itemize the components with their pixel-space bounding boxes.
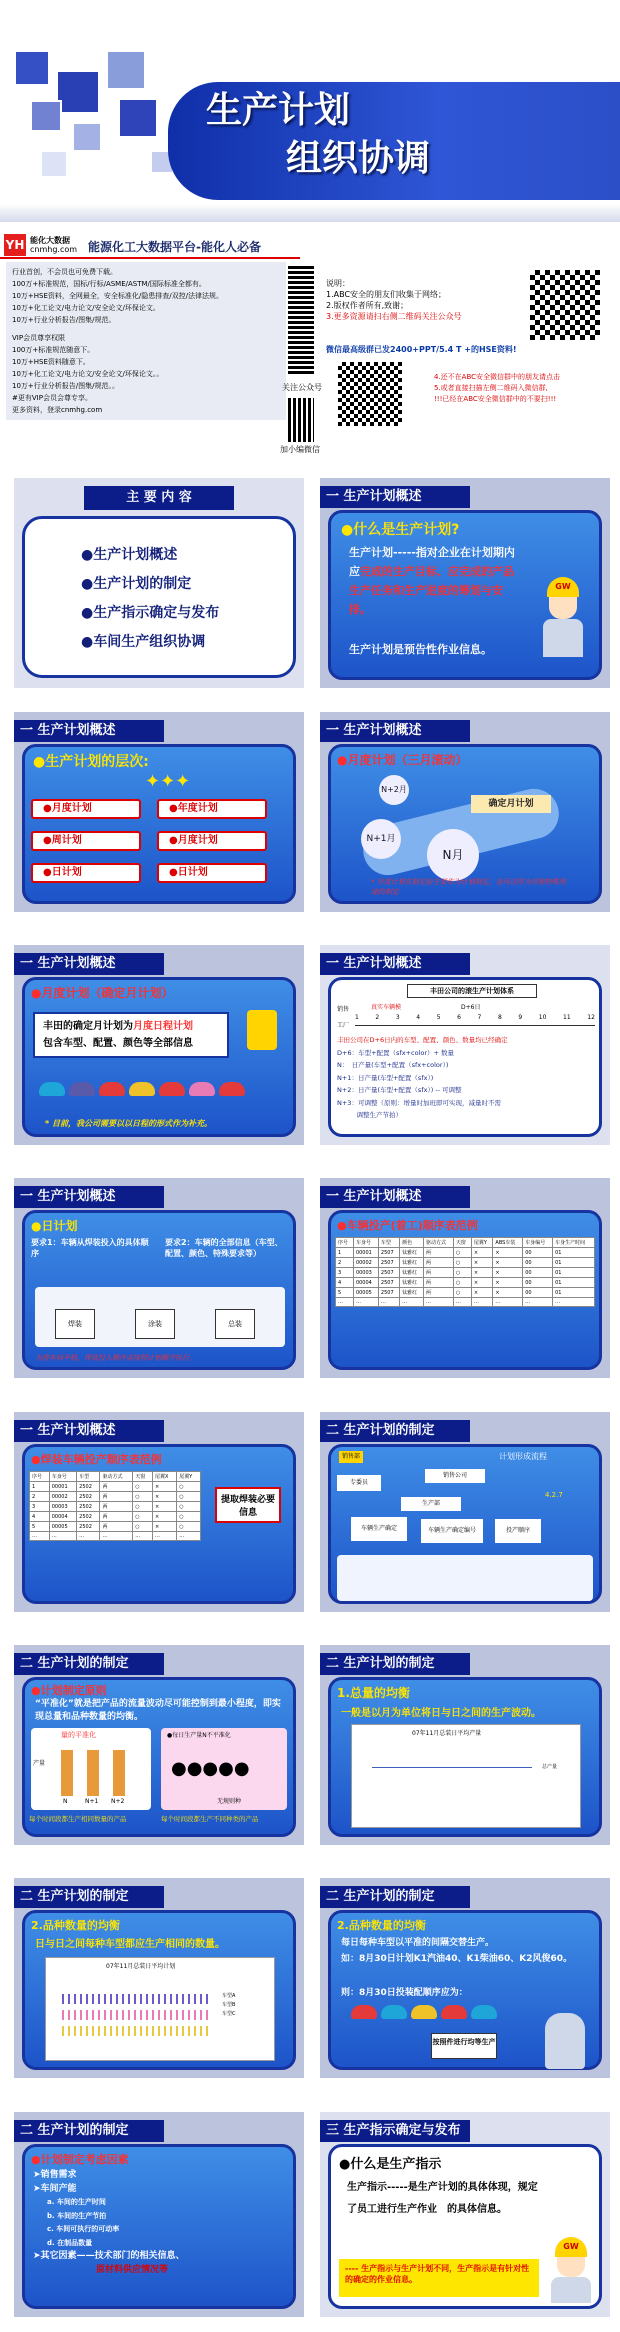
- day-tick: 3: [395, 1014, 400, 1021]
- stage-box: 涂装: [135, 1309, 175, 1339]
- helmet-badge: GW: [555, 2237, 587, 2257]
- slide-subtitle: ●生产计划的层次:: [33, 754, 149, 770]
- table-row: 2 00002 2507 钛雅红 两 ○ × × 00 01: [336, 1258, 595, 1268]
- slide-subtitle: ●车辆投产(着工)顺序表范例: [337, 1219, 478, 1232]
- flow-box: 投产顺序: [495, 1519, 541, 1543]
- slide-header: 一 生产计划概述: [14, 953, 164, 975]
- title-line1: 生产计划: [206, 90, 351, 131]
- callout-box: 提取焊装必要信息: [215, 1487, 281, 1523]
- confirm-line2: 包含车型、配置、颜色等全部信息: [43, 1038, 193, 1049]
- ad-line: 10万+化工论文/电力论文/安全论文/环保论文。。: [12, 370, 164, 378]
- chart-legend: [222, 1992, 236, 2019]
- warn-line: 5.或者直接扫描左侧二维码入微信群,: [434, 384, 548, 392]
- day-tick: 5: [436, 1014, 441, 1021]
- car-icon: [411, 2005, 437, 2019]
- table-header: 驱动方式: [100, 1472, 133, 1482]
- deco-square: [40, 150, 68, 178]
- deco-square: [14, 50, 50, 86]
- day-tick: 9: [518, 1014, 523, 1021]
- slide-plan-levels: [14, 712, 304, 912]
- sequence-text: 如：8月30日计划K1汽油40、K1柴油60、K2风俊60。: [341, 1954, 573, 1964]
- factor-list: [33, 2169, 185, 2277]
- table-header: 天窗: [133, 1472, 153, 1482]
- title-slide: [0, 0, 620, 222]
- deco-square: [56, 70, 100, 114]
- plan-level-item: ●日计划: [31, 863, 141, 883]
- table-header: 尾翼Y: [177, 1472, 201, 1482]
- slide-production-instruction: [320, 2112, 610, 2317]
- ad-line: 行业首创，不会员也可免费下载。: [12, 268, 117, 276]
- def-note: 生产计划是预告性作业信息。: [349, 643, 492, 656]
- day-tick: 11: [563, 1014, 571, 1021]
- slide-body: [328, 2144, 602, 2309]
- panel-tick: N+1: [85, 1798, 99, 1805]
- table-header: 天窗: [453, 1238, 471, 1248]
- car-icon: [219, 1082, 245, 1096]
- car-icon: [471, 2005, 497, 2019]
- table-header: 序号: [30, 1472, 50, 1482]
- system-line: 丰田公司在D+6日内的车型、配置、颜色、数量均已经确定: [337, 1036, 508, 1044]
- panel-tick: N+2: [111, 1798, 125, 1805]
- day-scale: [355, 1014, 595, 1026]
- factor-item: d. 在制品数量: [47, 2238, 93, 2247]
- variety-panel: [161, 1728, 287, 1810]
- slide-header: 二 生产计划的制定: [320, 1653, 470, 1675]
- slide-header: 二 生产计划的制定: [14, 1886, 164, 1908]
- plan-level-item: ●周计划: [31, 831, 141, 851]
- system-title: 丰田公司的滚生产计划体系: [407, 984, 537, 998]
- ad-line: 10万+行业分析报告/图集/规范。。: [12, 382, 119, 390]
- series-bars: [62, 2010, 212, 2020]
- slide-toyota-system: [320, 945, 610, 1145]
- tire-icon: ●●●●●: [171, 1758, 250, 1779]
- slide-subtitle: 2.品种数量的均衡: [31, 1919, 120, 1932]
- system-line: 调整生产节拍）: [337, 1111, 402, 1119]
- system-line: D+6：车型+配置（sfx+color）+ 数量: [337, 1048, 455, 1057]
- car-icon: [351, 2005, 377, 2019]
- table-row: 1 00001 2502 两 ○ × ○: [30, 1482, 201, 1492]
- series-bars: [62, 1994, 212, 2004]
- panel-title: 量的平准化: [61, 1731, 96, 1739]
- slide-note: * 月度计划在制定前主要作为计划制定，也可以作为其他特殊用途的制定: [371, 878, 566, 896]
- slide-header: 一 生产计划概述: [14, 1186, 164, 1208]
- contents-list: [81, 541, 219, 657]
- panel-axis: 产量: [33, 1760, 46, 1767]
- process-diagram: [35, 1287, 285, 1347]
- factor-item: 原材料供应情况等: [33, 2264, 169, 2275]
- table-row: … … … … … … …: [30, 1532, 201, 1541]
- panel-caption: 每个时间段都生产相同数量的产品: [29, 1815, 127, 1823]
- panel-title: ●每日生产量N不平准化: [167, 1732, 231, 1739]
- follow-text: 关注公众号: [282, 383, 322, 392]
- slide-subtitle: ●焊装车辆投产顺序表范例: [31, 1453, 162, 1466]
- ad-line: 更多资料，登录cnmhg.com: [12, 406, 103, 414]
- contents-title: 主 要 内 容: [84, 486, 234, 510]
- day-tick: 1: [355, 1014, 359, 1021]
- table-header: 车身生产时间: [553, 1238, 595, 1248]
- slide-body: [22, 1444, 296, 1604]
- slide-subtitle: ●什么是生产计划?: [341, 522, 460, 538]
- slide-body: [328, 1677, 602, 1837]
- day-tick: 10: [538, 1014, 547, 1021]
- wechat-note: 微信最高级群已发2400+PPT/5.4 T +的HSE资料!: [326, 345, 517, 354]
- table-header: 车身号: [49, 1472, 76, 1482]
- table-header: 尾翼X: [153, 1472, 177, 1482]
- slide-monthly-confirm: [14, 945, 304, 1145]
- sequence-text: 则：8月30日投装配顺序应为：: [341, 1988, 468, 1998]
- series-line: [372, 1767, 532, 1768]
- slide-header: 一 生产计划概述: [14, 1420, 164, 1442]
- warn-line: 4.还不在ABC安全微信群中的朋友请点击: [434, 373, 561, 381]
- contents-box: [22, 516, 296, 678]
- stage-box: 总装: [215, 1309, 255, 1339]
- day-tick: 4: [416, 1014, 421, 1021]
- car-icon: [39, 1082, 65, 1096]
- divider: [0, 257, 300, 259]
- table-header: 颜色: [400, 1238, 424, 1248]
- qr-code-icon: [530, 270, 600, 340]
- slide-subtitle: ●计划制定考虑因素: [31, 2153, 129, 2166]
- ad-line: VIP会员尊享权限: [12, 334, 66, 342]
- forklift-icon: [247, 1010, 277, 1050]
- slide-header: 一 生产计划概述: [320, 720, 470, 742]
- day-tick: 7: [477, 1014, 482, 1021]
- slide-body: [328, 977, 602, 1137]
- factor-item: b. 车间的生产节拍: [47, 2211, 107, 2220]
- slide-variety-balance: [14, 1878, 304, 2078]
- table-row: 4 00004 2502 两 ○ × ○: [30, 1512, 201, 1522]
- series-bars: [62, 2026, 212, 2036]
- def-line1: 生产计划-----指对企业在计划期内应: [349, 546, 515, 578]
- balance-text: 一般是以月为单位将日与日之间的生产波动。: [341, 1708, 541, 1719]
- quantity-panel: [31, 1728, 151, 1810]
- flow-box: 车辆生产确定编号: [421, 1519, 483, 1543]
- slide-body: [22, 1210, 296, 1370]
- slide-monthly-rolling: [320, 712, 610, 912]
- qr-code-icon: [288, 398, 314, 442]
- system-line: N+3：可调整（原则：增量时加班即可实现，减量时不需: [337, 1098, 501, 1107]
- car-icon: [99, 1082, 125, 1096]
- slide-body: [328, 744, 602, 904]
- table-header: 车型: [378, 1238, 399, 1248]
- deco-square: [118, 98, 158, 138]
- d8-label: D+6日: [461, 1004, 481, 1011]
- car-icon: [69, 1082, 95, 1096]
- month-circle: N月: [427, 829, 479, 881]
- table-row: 2 00002 2502 两 ○ × ○: [30, 1492, 201, 1502]
- balance-text: 日与日之间每种车型都应生产相同的数量。: [35, 1939, 225, 1950]
- factor-item: ➤车间产能: [33, 2183, 77, 2194]
- equal-production-box: 按照件进行均等生产: [431, 2033, 497, 2059]
- worker-icon: [545, 2237, 595, 2303]
- ad-right-line: 3.更多资源请扫右侧二维码关注公众号: [326, 312, 462, 321]
- qr-code-icon: [288, 264, 314, 374]
- worker-icon: [537, 577, 587, 657]
- sequence-table: [335, 1237, 595, 1307]
- slide-subtitle: 2.品种数量的均衡: [337, 1919, 426, 1932]
- slide-header: 二 生产计划的制定: [320, 1886, 470, 1908]
- panel-caption: 每个时间段都生产不同种类的产品: [161, 1815, 259, 1823]
- flow-box: 销售部: [339, 1451, 363, 1463]
- slide-subtitle: ●月度计划（三月滚动）: [337, 753, 468, 767]
- system-line: N： 日产量(车型+配置（sfx+color）): [337, 1061, 449, 1069]
- slide-body: [22, 744, 296, 904]
- slide-subtitle: ●计划制定原则: [31, 1684, 107, 1697]
- instruction-note: ---- 生产指示与生产计划不同，生产指示是有针对性的确定的作业信息。: [339, 2259, 539, 2297]
- day-tick: 2: [375, 1014, 380, 1021]
- system-line: N+2：日产量(车型+配置（sfx）) -- 可调整: [337, 1086, 462, 1094]
- slide-contents: [14, 478, 304, 688]
- slide-header: 二 生产计划的制定: [14, 2120, 164, 2142]
- deco-square: [72, 122, 102, 152]
- month-circle: N+2月: [379, 775, 409, 805]
- day-tick: 12: [587, 1014, 595, 1021]
- slide-body: [22, 1677, 296, 1837]
- contents-item: ●生产指示确定与发布: [81, 605, 220, 621]
- line-chart: [351, 1724, 581, 1828]
- slide-subtitle: ●日计划: [31, 1219, 78, 1233]
- ad-line: 10万+HSE资料，全网最全，安全标准化/隐患排查/双控/法律法规。: [12, 292, 223, 300]
- title-footer: [0, 204, 620, 222]
- slide-body: [328, 510, 602, 680]
- slide-body: [328, 1444, 602, 1604]
- variety-chart: [45, 1957, 275, 2061]
- slide-sequence-table: [320, 1178, 610, 1378]
- actual-label: 真实车辆模: [371, 1004, 402, 1011]
- contents-item: ●车间生产组织协调: [81, 634, 206, 650]
- contents-item: ●生产计划概述: [81, 547, 178, 563]
- contents-item: ●生产计划的制定: [81, 576, 192, 592]
- factor-item: ➤销售需求: [33, 2170, 77, 2180]
- table-row: 3 00003 2507 钛雅红 两 ○ × × 00 01: [336, 1268, 595, 1278]
- table-header: 车身号: [353, 1238, 378, 1248]
- slide-header: 二 生产计划的制定: [320, 1420, 470, 1442]
- title-banner: [168, 82, 620, 200]
- car-icon: [381, 2005, 407, 2019]
- instruction-text: 生产指示-----是生产计划的具体体现，规定了员工进行生产作业 的具体信息。: [347, 2182, 538, 2215]
- chart-title: 07年11月总装日平均计划: [106, 1963, 176, 1970]
- deco-square: [30, 100, 62, 132]
- flow-box: 生产部: [401, 1497, 461, 1511]
- slide-header: 二 生产计划的制定: [14, 1653, 164, 1675]
- slide-plan-flow: [320, 1412, 610, 1612]
- principle-text: “平准化”就是把产品的流量波动尽可能控制到最小程度，即实现总量和品种数量的均衡。: [35, 1699, 281, 1722]
- plan-level-item: ●日计划: [157, 863, 267, 883]
- slide-body: [328, 1210, 602, 1370]
- slide-subtitle: ●什么是生产指示: [339, 2157, 442, 2172]
- slide-body: [22, 2144, 296, 2309]
- ad-line: 100万+标准规范随意下。: [12, 346, 95, 354]
- qr-code-icon: [338, 362, 402, 426]
- slide-daily-plan: [14, 1178, 304, 1378]
- ad-line: 10万+HSE资料随意下。: [12, 358, 90, 366]
- flow-box: 车辆生产确定: [351, 1517, 407, 1541]
- helmet-badge: GW: [547, 577, 579, 597]
- slide-header: 一 生产计划概述: [14, 720, 164, 742]
- slide-subtitle: ●月度计划（确定月计划）: [31, 986, 174, 1000]
- ad-line: 10万+行业分析报告/图集/规范。: [12, 316, 116, 324]
- slide-subtitle: 1.总量的均衡: [337, 1686, 410, 1700]
- table-header: ABS车装: [493, 1238, 523, 1248]
- ad-right-text: [326, 278, 462, 322]
- day-tick: 6: [457, 1014, 461, 1021]
- slide-body: [22, 977, 296, 1137]
- factor-item: a. 车间的生产时间: [47, 2198, 106, 2206]
- deco-square: [106, 50, 146, 90]
- def-text: [349, 543, 519, 619]
- chart-title: 07年11月总装日平均产量: [412, 1730, 482, 1737]
- slide-note: * 目前，我公司需要以以日程的形式作为补充。: [45, 1119, 212, 1128]
- confirm-line1: 丰田的确定月计划为: [43, 1021, 133, 1032]
- slide-weld-table: [14, 1412, 304, 1612]
- slide-plan-principle: [14, 1645, 304, 1845]
- factory-label: 工厂: [337, 1022, 350, 1029]
- ad-right-line: 2.版权作者所有,致谢；: [326, 301, 409, 310]
- legend-item: 车型A: [222, 1993, 236, 1999]
- chart-legend: 总产量: [542, 1764, 558, 1770]
- ad-line: 10万+化工论文/电力论文/安全论文/环保论文。: [12, 304, 160, 312]
- table-row: 1 00001 2507 钛雅红 两 ○ × × 00 01: [336, 1248, 595, 1258]
- factory-strip: [337, 1555, 593, 1601]
- bar: [61, 1750, 73, 1796]
- slide-header: 三 生产指示确定与发布: [320, 2120, 470, 2142]
- table-header: 车身编号: [523, 1238, 553, 1248]
- sales-label: 销售: [337, 1006, 350, 1013]
- logo-site: cnmhg.com: [30, 245, 78, 254]
- warn-line: !!!已经在ABC安全微信群中的不要扫!!!: [434, 395, 557, 403]
- slide-variety-sequence: [320, 1878, 610, 2078]
- logo-text: 能化大数据: [30, 236, 70, 245]
- bar: [113, 1750, 125, 1796]
- slide-total-balance: [320, 1645, 610, 1845]
- platform-title: 能源化工大数据平台-能化人必备: [88, 240, 261, 254]
- ad-right-line: 1.ABC安全的朋友们收集于网络；: [326, 290, 447, 299]
- ad-left-box: [6, 262, 286, 420]
- ad-header: [4, 234, 304, 256]
- star-icon: ✦✦✦: [145, 771, 191, 792]
- table-header: 驱动方式: [424, 1238, 454, 1248]
- flow-box: 销售公司: [425, 1469, 485, 1483]
- table-row: 5 00005 2502 两 ○ × ○: [30, 1522, 201, 1532]
- factor-item: c. 车间可执行的可动率: [47, 2225, 120, 2233]
- slide-body: [22, 1910, 296, 2070]
- table-row: … … … … … … … … … …: [336, 1298, 595, 1307]
- plan-level-item: ●月度计划: [31, 799, 141, 819]
- table-row: 4 00004 2507 钛雅红 两 ○ × × 00 01: [336, 1278, 595, 1288]
- ad-line: #更有VIP会员会尊专享。: [12, 394, 92, 402]
- table-header: 尾翼Y: [471, 1238, 493, 1248]
- table-header: 序号: [336, 1238, 354, 1248]
- plan-level-item: ●年度计划: [157, 799, 267, 819]
- confirm-box: 确定月计划: [471, 795, 551, 813]
- table-row: 5 00005 2507 钛雅红 两 ○ × × 00 01: [336, 1288, 595, 1298]
- bar: [87, 1750, 99, 1796]
- req-text: 要求2：车辆的全部信息（车型、配置、颜色、特殊要求等）: [165, 1238, 283, 1258]
- ad-section: [0, 222, 620, 460]
- slide-header: 一 生产计划概述: [320, 1186, 470, 1208]
- slide-body: [328, 1910, 602, 2070]
- flow-legend: 计划形成流程: [499, 1452, 547, 1461]
- slide-header: 一 生产计划概述: [320, 486, 470, 508]
- legend-item: 车型C: [222, 2011, 236, 2017]
- slide-factors: [14, 2112, 304, 2317]
- addfriend-text: 加小编微信: [280, 445, 320, 454]
- req-text: 要求1：车辆从焊装投入的具体顺序: [31, 1238, 149, 1258]
- flow-box: 专委员: [337, 1475, 381, 1491]
- confirm-line1-red: 月度日程计划: [133, 1021, 193, 1032]
- stage-box: 焊装: [55, 1309, 95, 1339]
- worker-icon: [545, 2013, 585, 2069]
- system-lines: [337, 1034, 599, 1122]
- def-line2: 完成的生产目标、应完成的产品生产任务和生产进度的筹划与安排。: [349, 565, 514, 616]
- factor-item: ➤其它因素——技术部门的相关信息、: [33, 2251, 185, 2261]
- car-icon: [189, 1082, 215, 1096]
- flow-num: 4.2.7: [545, 1491, 563, 1499]
- weld-table: [29, 1471, 201, 1541]
- car-icon: [441, 2005, 467, 2019]
- sequence-text: 每日每种车型以平准的间隔交替生产。: [341, 1938, 495, 1948]
- car-icon: [129, 1082, 155, 1096]
- table-header: 车型: [77, 1472, 100, 1482]
- slide-header: 一 生产计划概述: [320, 953, 470, 975]
- table-row: 3 00003 2502 两 ○ × ○: [30, 1502, 201, 1512]
- car-icon: [159, 1082, 185, 1096]
- panel-axis: 无规则种: [217, 1798, 242, 1805]
- legend-item: 车型B: [222, 2002, 236, 2008]
- panel-tick: N: [63, 1798, 68, 1805]
- logo-icon: YH: [4, 234, 26, 256]
- month-circle: N+1月: [361, 819, 401, 859]
- system-line: N+1：日产量(车型+配置（sfx）): [337, 1073, 434, 1082]
- ad-warn: [434, 372, 560, 405]
- plan-level-item: ●月度计划: [157, 831, 267, 851]
- title-line2: 组织协调: [286, 138, 431, 179]
- ad-line: 100万+标准规范，国标/行标/ASME/ASTM/国际标准全都有。: [12, 280, 206, 288]
- slide-note: 为使车间平稳，焊装投入顺序需按照计划顺序执行。: [35, 1354, 196, 1362]
- slide-what-is-plan: [320, 478, 610, 688]
- day-tick: 8: [497, 1014, 502, 1021]
- ad-right-line: 说明：: [326, 279, 350, 288]
- confirm-plan-box: [33, 1012, 229, 1058]
